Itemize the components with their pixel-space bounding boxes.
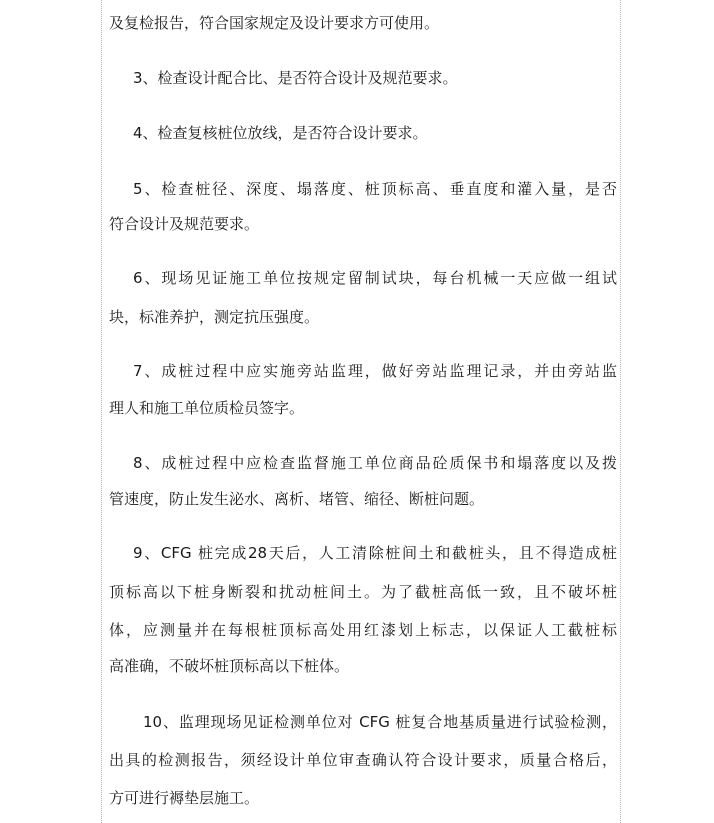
paragraph-7-line-2: 理人和施工单位质检员签字。: [109, 399, 305, 417]
paragraph-7-line-1: 7、成桩过程中应实施旁站监理，做好旁站监理记录，并由旁站监: [133, 362, 617, 380]
paragraph-8-line-1: 8、成桩过程中应检查监督施工单位商品砼质保书和塌落度以及拨: [133, 454, 617, 472]
paragraph-6-line-2: 块，标准养护，测定抗压强度。: [109, 308, 320, 326]
paragraph-10-line-3: 方可进行褥垫层施工。: [109, 789, 260, 807]
paragraph-9-line-3: 体，应测量并在每根桩顶标高处用红漆划上标志，以保证人工截桩标: [109, 621, 617, 639]
right-margin-guide: [620, 0, 621, 823]
paragraph-2-line-2: 及复检报告，符合国家规定及设计要求方可使用。: [109, 14, 440, 32]
paragraph-3: 3、检查设计配合比、是否符合设计及规范要求。: [133, 69, 458, 87]
paragraph-10-line-1: 10、监理现场见证检测单位对 CFG 桩复合地基质量进行试验检测，: [143, 713, 617, 731]
paragraph-5-line-2: 符合设计及规范要求。: [109, 215, 260, 233]
left-margin-guide: [101, 0, 102, 823]
paragraph-10-line-2: 出具的检测报告，须经设计单位审查确认符合设计要求，质量合格后，: [109, 751, 617, 769]
paragraph-5-line-1: 5、检查桩径、深度、塌落度、桩顶标高、垂直度和灌入量，是否: [133, 180, 617, 198]
paragraph-9-line-1: 9、CFG 桩完成28天后，人工清除桩间土和截桩头，且不得造成桩: [133, 544, 617, 562]
paragraph-8-line-2: 管速度，防止发生泌水、离析、堵管、缩径、断桩问题。: [109, 490, 485, 508]
paragraph-9-line-4: 高准确，不破坏桩顶标高以下桩体。: [109, 657, 350, 675]
paragraph-9-line-2: 顶标高以下桩身断裂和扰动桩间土。为了截桩高低一致，且不破坏桩: [109, 583, 617, 601]
paragraph-4: 4、检查复核桩位放线，是否符合设计要求。: [133, 124, 428, 142]
paragraph-6-line-1: 6、现场见证施工单位按规定留制试块，每台机械一天应做一组试: [133, 269, 617, 287]
